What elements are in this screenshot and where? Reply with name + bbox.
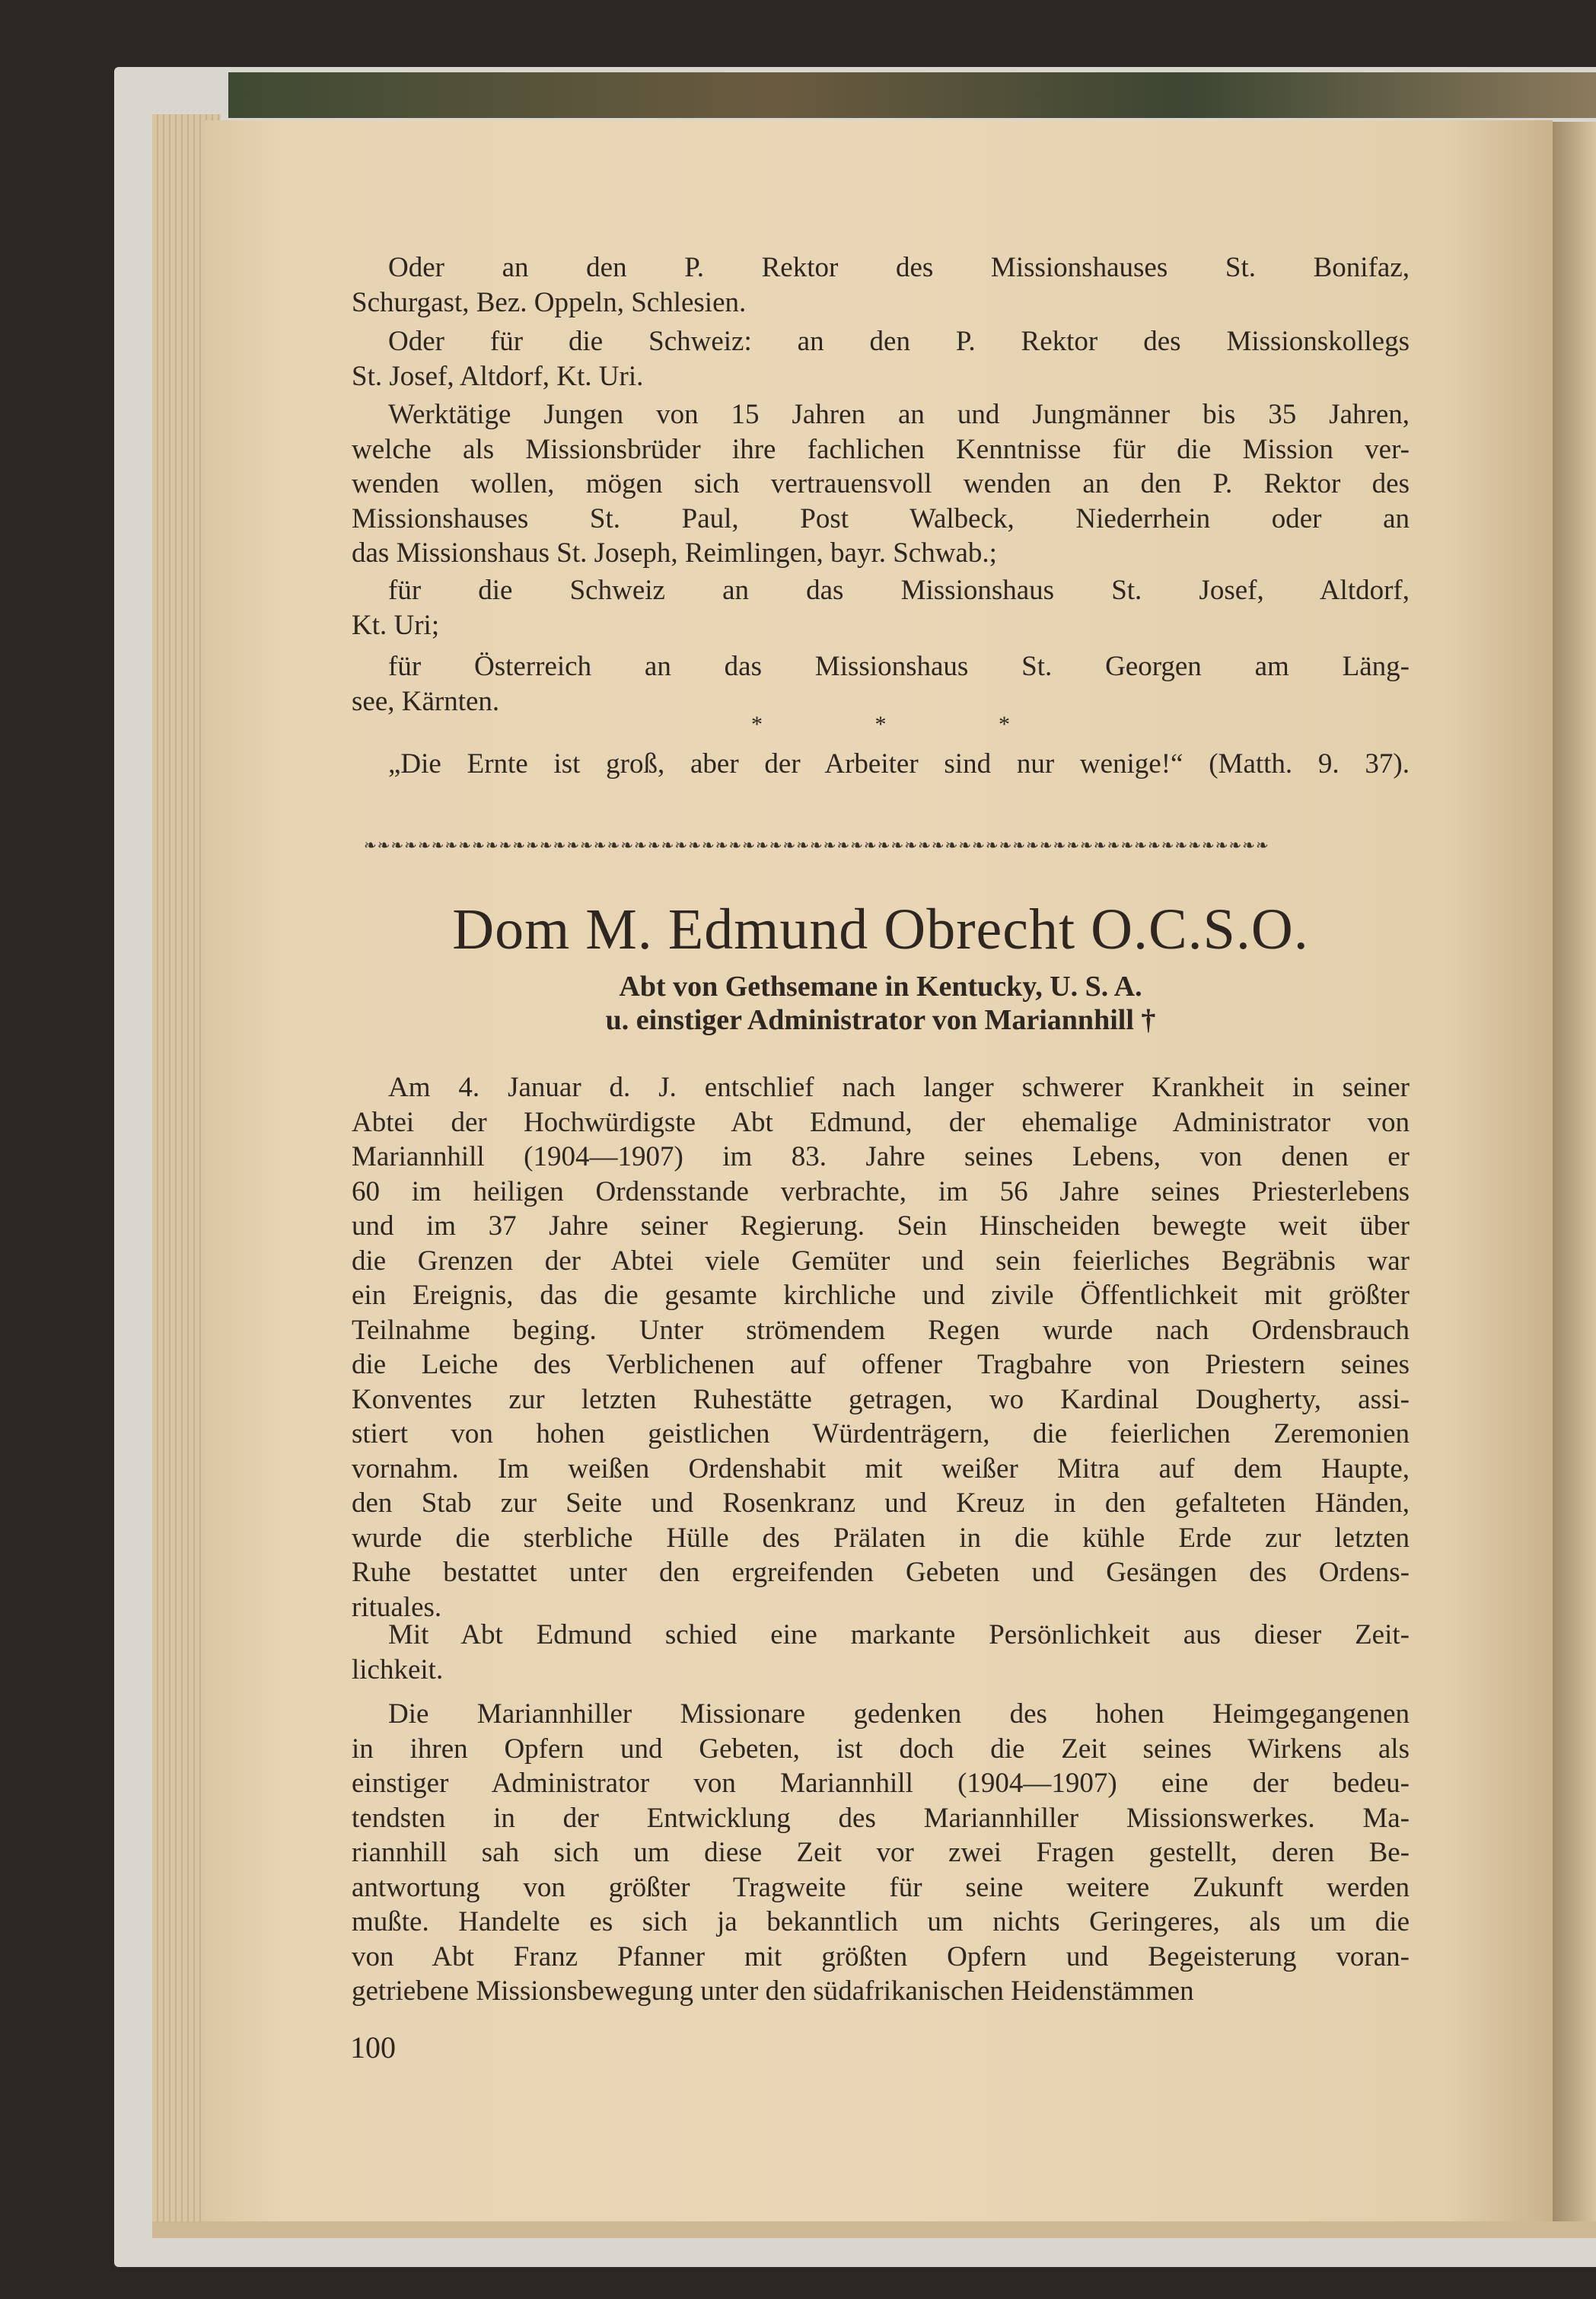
bible-quote: „Die Ernte ist groß, aber der Arbeiter sind nur wenige!“ (Matth. 9. 37). — [388, 748, 1410, 780]
text-line: das Missionshaus St. Joseph, Reimlingen, bayr. Schwab.; — [352, 537, 997, 569]
text-line: St. Josef, Altdorf, Kt. Uri. — [352, 360, 644, 392]
article-subtitle: Abt von Gethsemane in Kentucky, U. S. A. — [619, 971, 1142, 1003]
paragraph — [352, 649, 1410, 719]
text-line: antwortung von größter Tragweite für seine weitere Zukunft werden — [352, 1871, 1410, 1903]
text-line: von Abt Franz Pfanner mit größten Opfern und Begeisterung voran- — [352, 1940, 1410, 1972]
text-line: einstiger Administrator von Mariannhill (1904—1907) eine der bedeu- — [352, 1768, 1410, 1799]
text-line: Missionshauses St. Paul, Post Walbeck, Niederrhein oder an — [352, 502, 1410, 534]
text-line: Mit Abt Edmund schied eine markante Persönlichkeit aus dieser Zeit- — [388, 1619, 1410, 1650]
paragraph — [352, 250, 1410, 320]
text-line: Oder für die Schweiz: an den P. Rektor des Missionskollegs — [388, 326, 1410, 357]
article-subtitle: u. einstiger Administrator von Mariannhill † — [605, 1004, 1156, 1036]
text-line: getriebene Missionsbewegung unter den südafrikanischen Heidenstämmen — [352, 1975, 1194, 2007]
text-line: vornahm. Im weißen Ordenshabit mit weißer Mitra auf dem Haupte, — [352, 1452, 1410, 1484]
paragraph — [352, 1618, 1410, 1687]
paragraph — [352, 1697, 1410, 2009]
text-line: rituales. — [352, 1591, 442, 1623]
text-line: wenden wollen, mögen sich vertrauensvoll wenden an den P. Rektor des — [352, 468, 1410, 499]
section-separator-stars: * * * — [751, 712, 1010, 737]
ornamental-rule: ❧❧❧❧❧❧❧❧❧❧❧❧❧❧❧❧❧❧❧❧❧❧❧❧❧❧❧❧❧❧❧❧❧❧❧❧❧❧❧❧❧❧❧❧❧❧❧❧❧❧❧❧❧❧❧❧❧❧❧❧❧❧❧❧❧❧❧ — [364, 837, 1269, 854]
text-line: in ihren Opfern und Gebeten, ist doch die Zeit seines Wirkens als — [352, 1733, 1410, 1765]
text-line: Teilnahme beging. Unter strömendem Regen wurde nach Ordensbrauch — [352, 1314, 1410, 1346]
text-line: stiert von hohen geistlichen Würdenträgern, die feierlichen Zeremonien — [352, 1418, 1410, 1449]
text-line: Mariannhill (1904—1907) im 83. Jahre seines Lebens, von denen er — [352, 1141, 1410, 1172]
text-line: Kt. Uri; — [352, 609, 440, 641]
text-line: Konventes zur letzten Ruhestätte getragen, wo Kardinal Dougherty, assi- — [352, 1383, 1410, 1415]
text-line: Werktätige Jungen von 15 Jahren an und Jungmänner bis 35 Jahren, — [388, 399, 1410, 430]
text-line: für die Schweiz an das Missionshaus St. Josef, Altdorf, — [388, 575, 1410, 606]
page-number: 100 — [350, 2030, 396, 2065]
text-line: lichkeit. — [352, 1653, 444, 1685]
paragraph — [352, 324, 1410, 394]
text-line: see, Kärnten. — [352, 685, 500, 717]
facing-page-sliver — [1553, 122, 1596, 2223]
text-line: die Leiche des Verblichenen auf offener Tragbahre von Priestern seines — [352, 1349, 1410, 1380]
text-line: Oder an den P. Rektor des Missionshauses St. Bonifaz, — [388, 252, 1410, 283]
text-line: Abtei der Hochwürdigste Abt Edmund, der ehemalige Administrator von — [352, 1106, 1410, 1138]
text-line: Am 4. Januar d. J. entschlief nach langer schwerer Krankheit in seiner — [388, 1072, 1410, 1103]
paragraph — [352, 1070, 1410, 1625]
page-bottom-edge — [152, 2221, 1596, 2238]
text-line: wurde die sterbliche Hülle des Prälaten in die kühle Erde zur letzten — [352, 1522, 1410, 1554]
text-line: tendsten in der Entwicklung des Mariannhiller Missionswerkes. Ma- — [352, 1802, 1410, 1834]
text-line: die Grenzen der Abtei viele Gemüter und sein feierliches Begräbnis war — [352, 1245, 1410, 1277]
text-line: welche als Missionsbrüder ihre fachlichen Kenntnisse für die Mission ver- — [352, 433, 1410, 465]
text-line: mußte. Handelte es sich ja bekanntlich um nichts Geringeres, als um die — [352, 1906, 1410, 1937]
paragraph — [352, 573, 1410, 643]
text-line: ein Ereignis, das die gesamte kirchliche und zivile Öffentlichkeit mit größter — [352, 1280, 1410, 1311]
paragraph — [352, 397, 1410, 571]
article-title: Dom M. Edmund Obrecht O.C.S.O. — [452, 898, 1309, 961]
text-line: Die Mariannhiller Missionare gedenken des hohen Heimgegangenen — [388, 1698, 1410, 1730]
text-line: 60 im heiligen Ordensstande verbrachte, im 56 Jahre seines Priesterlebens — [352, 1175, 1410, 1207]
text-line: und im 37 Jahre seiner Regierung. Sein Hinscheiden bewegte weit über — [352, 1210, 1410, 1242]
text-line: Schurgast, Bez. Oppeln, Schlesien. — [352, 286, 747, 318]
text-line: den Stab zur Seite und Rosenkranz und Kreuz in den gefalteten Händen, — [352, 1487, 1410, 1519]
text-line: für Österreich an das Missionshaus St. Georgen am Läng- — [388, 651, 1410, 682]
text-line: Ruhe bestattet unter den ergreifenden Gebeten und Gesängen des Ordens- — [352, 1557, 1410, 1588]
cover-edge — [228, 72, 1596, 118]
text-line: riannhill sah sich um diese Zeit vor zwei Fragen gestellt, deren Be- — [352, 1837, 1410, 1868]
